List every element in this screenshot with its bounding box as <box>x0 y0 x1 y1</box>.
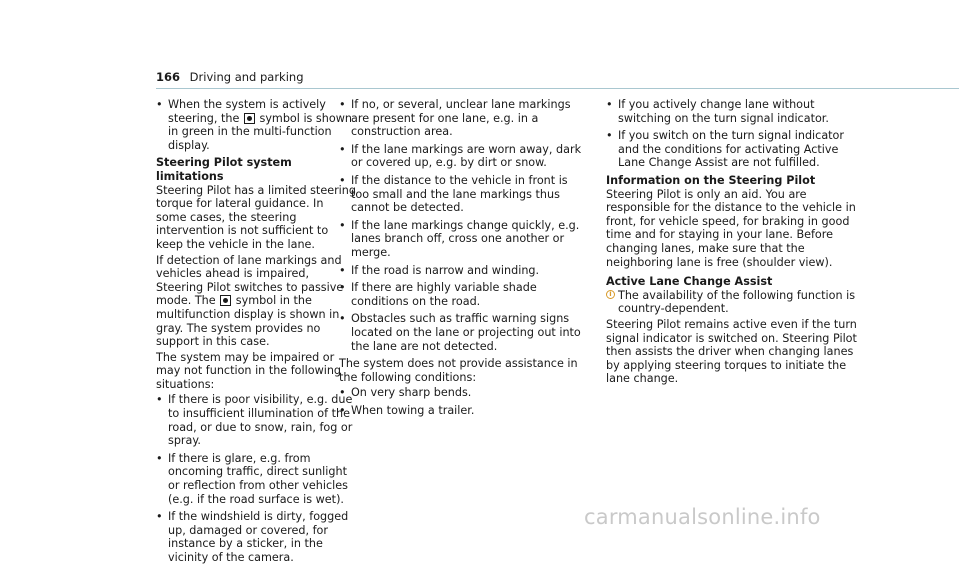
header-rule <box>156 88 959 89</box>
section-heading: Active Lane Change Assist <box>606 275 773 289</box>
list-item: • If you switch on the turn signal indicator and the conditions for activating Active Lane Change Assist are not fulfilled. <box>606 129 864 170</box>
info-note-icon: i <box>606 290 615 299</box>
paragraph: Steering Pilot is only an aid. You are responsible for the distance to the vehicle in front, for vehicle speed, for braking in good time and for staying in your lane. Before changing lanes, make sure that the neighboring lane is free (shoulder view). <box>606 187 856 269</box>
section-title: Driving and parking <box>189 70 304 84</box>
list-item: • If the windshield is dirty, fogged up, damaged or covered, for instance by a sticker, in the vicinity of the camera. <box>156 510 356 564</box>
bullet-list <box>606 98 864 170</box>
section-heading: Steering Pilot system limitations <box>156 156 292 183</box>
section-heading: Information on the Steering Pilot <box>606 173 816 187</box>
bullet-list <box>156 393 356 564</box>
bullet-list <box>339 98 584 353</box>
column-middle <box>339 98 584 421</box>
list-item: • If there is glare, e.g. from oncoming traffic, direct sunlight or reflection from other vehicles (e.g. if the road surface is wet). <box>156 452 356 506</box>
note: i The availability of the following function is country-dependent. <box>606 289 864 316</box>
intro-list <box>156 98 356 152</box>
watermark: carmanualsonline.info <box>584 505 821 529</box>
paragraph: The system may be impaired or may not function in the following situations: <box>156 350 342 391</box>
page-header <box>156 70 304 84</box>
list-item: • If there are highly variable shade conditions on the road. <box>339 281 584 308</box>
list-item: • If the road is narrow and winding. <box>339 264 584 278</box>
list-item: • On very sharp bends. <box>339 386 584 400</box>
list-item: • If the lane markings are worn away, dark or covered up, e.g. by dirt or snow. <box>339 143 584 170</box>
list-item: • If no, or several, unclear lane markings are present for one lane, e.g. in a construction area. <box>339 98 584 139</box>
column-left <box>156 98 356 569</box>
list-item: • If you actively change lane without switching on the turn signal indicator. <box>606 98 864 125</box>
page-number: 166 <box>156 70 181 84</box>
list-item: • Obstacles such as traffic warning signs located on the lane or projecting out into the lane are not detected. <box>339 312 584 353</box>
paragraph: The system does not provide assistance in the following conditions: <box>339 357 578 384</box>
steering-pilot-symbol-icon <box>244 113 255 124</box>
column-right <box>606 98 864 388</box>
list-item: • If the distance to the vehicle in front is too small and the lane markings thus cannot be detected. <box>339 174 584 215</box>
paragraph: Steering Pilot has a limited steering torque for lateral guidance. In some cases, the steering intervention is not sufficient to keep the vehicle in the lane. <box>156 183 356 251</box>
list-item: • When towing a trailer. <box>339 404 584 418</box>
paragraph: Steering Pilot remains active even if the turn signal indicator is switched on. Steering Pilot then assists the driver when changing lanes by applying steering torques to initiate the lane change. <box>606 317 857 386</box>
list-item: • When the system is actively steering, the symbol is shown in green in the multi-function display. <box>156 98 356 152</box>
bullet-list <box>339 386 584 417</box>
list-item: • If there is poor visibility, e.g. due to insufficient illumination of the road, or due to snow, rain, fog or spray. <box>156 393 356 447</box>
paragraph: If detection of lane markings and vehicles ahead is impaired, Steering Pilot switches to passive mode. The symbol in the multifunction display is shown in gray. The system provides no support in this case. <box>156 253 344 349</box>
list-item: • If the lane markings change quickly, e.g. lanes branch off, cross one another or merge. <box>339 219 584 260</box>
steering-pilot-symbol-icon <box>220 295 231 306</box>
